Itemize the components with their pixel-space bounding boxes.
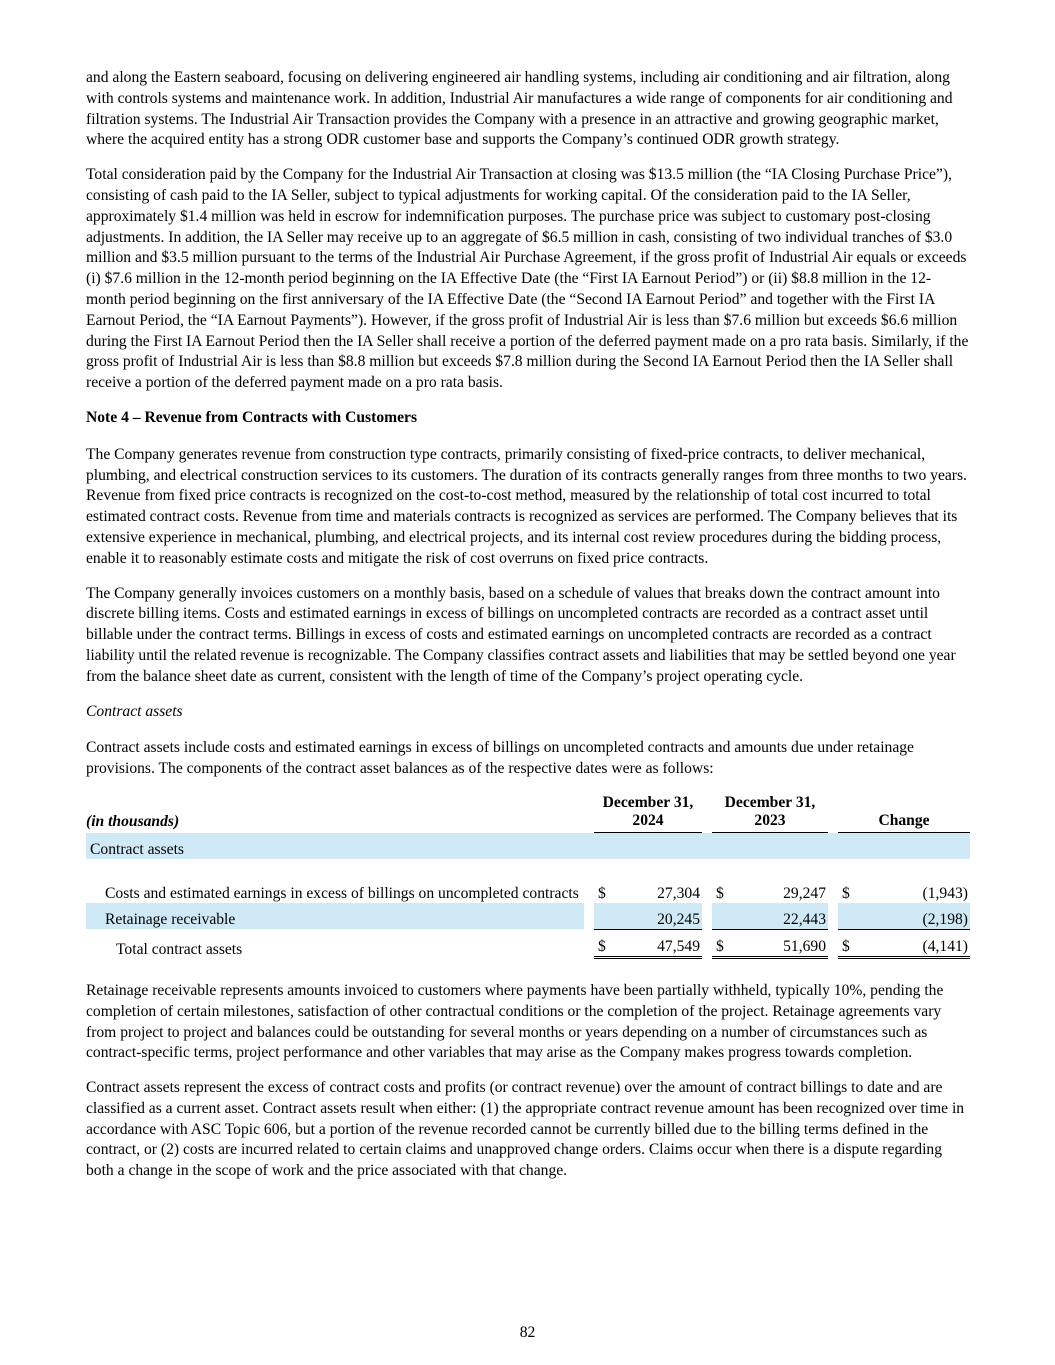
- currency-symbol: $: [598, 884, 606, 902]
- unit-label: (in thousands): [86, 812, 180, 830]
- table-row: [86, 859, 970, 903]
- note4-heading: Note 4 – Revenue from Contracts with Customers: [86, 408, 418, 426]
- contract-assets-table: [86, 794, 970, 959]
- value-change: (4,141): [856, 929, 970, 959]
- paragraph-invoicing: The Company generally invoices customers on a monthly basis, based on a schedule of values that breaks down the contract amount into discrete billing items. Costs and estimated earnings in excess of billings on uncompleted contracts are recorded as a contract asset until billable under the contract terms. Billings in excess of costs and estimated earnings on uncompleted contracts are recorded as a contract liability until the related revenue is recognizable. The Company classifies contract assets and liabilities that may be settled beyond one year from the balance sheet date as current, consistent with the length of time of the Company’s project operating cycle.: [86, 584, 956, 685]
- currency-symbol: $: [712, 929, 730, 959]
- value-2024: 27,304: [657, 884, 700, 902]
- table-header-row: [86, 794, 970, 833]
- value-change: (2,198): [856, 903, 970, 929]
- value-2024: 20,245: [612, 903, 702, 929]
- page-number: 82: [519, 1324, 536, 1341]
- paragraph-contract-assets-intro: Contract assets include costs and estimated earnings in excess of billings on uncompleted contracts and amounts due under retainage provisions. The components of the contract asset balances as of the respective dates were as follows:: [86, 739, 914, 778]
- currency-symbol: $: [842, 884, 850, 902]
- row-label: Total contract assets: [116, 940, 243, 958]
- paragraph-contract-assets-definition: Contract assets represent the excess of contract costs and profits (or contract revenue) over the amount of contract billings to date and are classified as a current asset. Contract assets result when either: (1) the appropriate contract revenue amount has been recognized over time in accordance with ASC Topic 606, but a portion of the revenue recorded cannot be currently billed due to the billing terms defined in the contract, or (2) costs are incurred related to certain claims and unapproved change orders. Claims occur when there is a dispute regarding both a change in the scope of work and the price associated with that change.: [86, 1079, 965, 1180]
- paragraph-retainage: Retainage receivable represents amounts invoiced to customers where payments have been partially withheld, typically 10%, pending the completion of certain milestones, satisfaction of other contractual conditions or the completion of the project. Retainage agreements vary from project to project and balances could be outstanding for several months or years depending on a number of circumstances such as contract-specific terms, project performance and other variables that may arise as the Company makes progress towards completion.: [86, 981, 944, 1062]
- currency-symbol: [712, 903, 730, 929]
- column-header-2023: [712, 794, 828, 833]
- value-2024: 47,549: [612, 929, 702, 959]
- column-header-2024-line2: 2024: [632, 811, 664, 829]
- row-label: Retainage receivable: [86, 903, 584, 929]
- column-header-2024: [594, 794, 702, 833]
- section-label: Contract assets: [86, 833, 584, 859]
- section-row: [86, 833, 970, 859]
- value-2023: 29,247: [783, 884, 826, 902]
- column-header-2024-line1: December 31,: [602, 793, 694, 811]
- value-change: (1,943): [922, 884, 968, 902]
- column-header-2023-line2: 2023: [754, 811, 786, 829]
- currency-symbol: $: [594, 929, 612, 959]
- paragraph-revenue-recognition: The Company generates revenue from construction type contracts, primarily consisting of fixed-price contracts, to deliver mechanical, plumbing, and electrical construction services to its customers. The duration of its contracts generally ranges from three months to two years. Revenue from fixed price contracts is recognized on the cost-to-cost method, measured by the relationship of total cost incurred to total estimated contract costs. Revenue from time and materials contracts is recognized as services are performed. The Company believes that its extensive experience in mechanical, plumbing, and electrical projects, and its internal cost review procedures during the bidding process, enable it to reasonably estimate costs and mitigate the risk of cost overruns on fixed price contracts.: [86, 445, 967, 567]
- paragraph-ia-consideration: Total consideration paid by the Company for the Industrial Air Transaction at closing was $13.5 million (the “IA Closing Purchase Price”), consisting of cash paid to the IA Seller, subject to typical adjustments for working capital. Of the consideration paid to the IA Seller, approximately $1.4 million was held in escrow for indemnification purposes. The purchase price was subject to customary post-closing adjustments. In addition, the IA Seller may receive up to an aggregate of $6.5 million in cash, consisting of two individual tranches of $3.0 million and $3.5 million pursuant to the terms of the Industrial Air Purchase Agreement, if the gross profit of Industrial Air equals or exceeds (i) $7.6 million in the 12-month period beginning on the IA Effective Date (the “First IA Earnout Period”) or (ii) $8.8 million in the 12-month period beginning on the first anniversary of the IA Effective Date (the “Second IA Earnout Period” and together with the First IA Earnout Period, the “IA Earnout Payments”). However, if the gross profit of Industrial Air is less than $7.6 million but exceeds $6.6 million during the First IA Earnout Period then the IA Seller shall receive a portion of the deferred payment made on a pro rata basis. Similarly, if the gross profit of Industrial Air is less than $8.8 million but exceeds $7.8 million during the Second IA Earnout Period then the IA Seller shall receive a portion of the deferred payment made on a pro rata basis.: [86, 166, 969, 392]
- currency-symbol: [838, 903, 856, 929]
- column-header-2023-line1: December 31,: [724, 793, 816, 811]
- page-content: [86, 68, 970, 1196]
- currency-symbol: $: [838, 929, 856, 959]
- row-label: Costs and estimated earnings in excess of billings on uncompleted contracts: [105, 884, 579, 902]
- total-row: [86, 929, 970, 959]
- column-header-change: Change: [838, 794, 970, 833]
- contract-assets-subheading: Contract assets: [86, 702, 183, 720]
- paragraph-intro-continuation: and along the Eastern seaboard, focusing on delivering engineered air handling systems, including air conditioning and air filtration, along with controls systems and maintenance work. In addition, Industrial Air manufactures a wide range of components for air conditioning and filtration systems. The Industrial Air Transaction provides the Company with a presence in an attractive and growing geographic market, where the acquired entity has a strong ODR customer base and supports the Company’s continued ODR growth strategy.: [86, 69, 953, 149]
- value-2023: 22,443: [730, 903, 828, 929]
- value-2023: 51,690: [730, 929, 828, 959]
- currency-symbol: [594, 903, 612, 929]
- table-row: [86, 903, 970, 929]
- currency-symbol: $: [716, 884, 724, 902]
